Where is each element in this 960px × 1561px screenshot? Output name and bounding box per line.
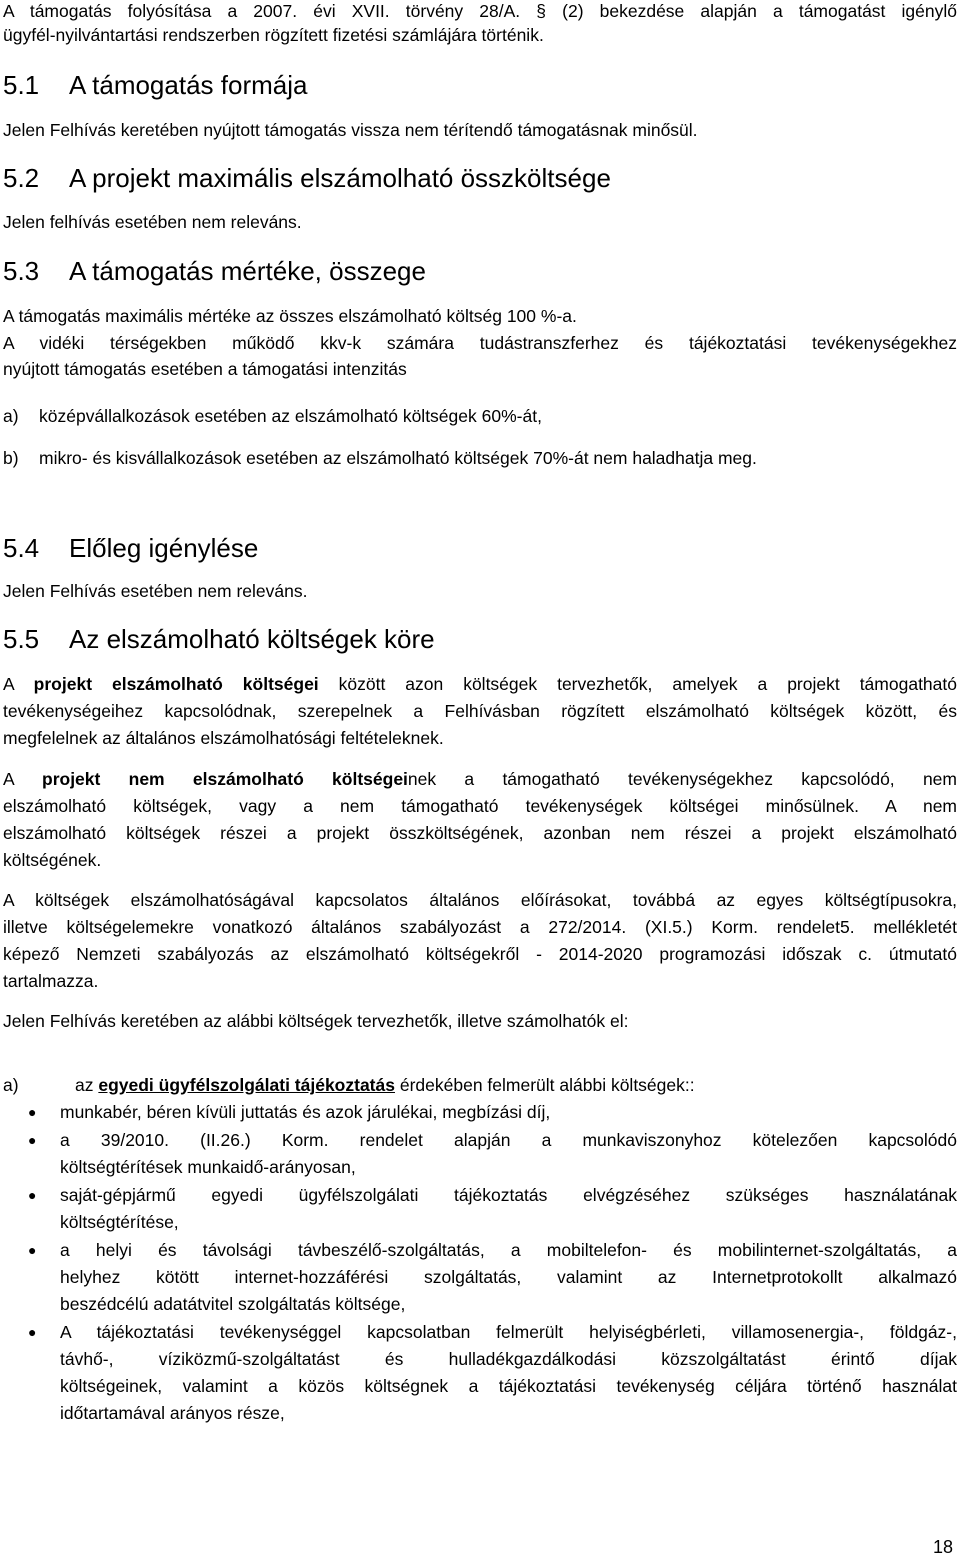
bullet-icon: ● bbox=[28, 1132, 37, 1148]
section-title: Előleg igénylése bbox=[69, 533, 259, 563]
section-5-5-heading bbox=[3, 623, 957, 655]
section-title: A támogatás mértéke, összege bbox=[69, 256, 426, 286]
list-item-b bbox=[3, 447, 957, 469]
intro-line-2: ügyfél-nyilvántartási rendszerben rögzített fizetési számlájára történik. bbox=[3, 25, 544, 45]
list-item-a-egyedi bbox=[3, 1074, 957, 1096]
paragraph-3-line-3: képező Nemzeti szabályozás az elszámolható költségekről - 2014-2020 programozási időszak c. útmutató bbox=[3, 944, 957, 964]
bullet-2-line-2: költségtérítések munkaidő-arányosan, bbox=[60, 1157, 356, 1177]
section-title: A támogatás formája bbox=[69, 70, 308, 100]
bold-term: projekt elszámolható költségei bbox=[33, 674, 319, 694]
section-5-3-text-2-line-1: A vidéki térségekben működő kkv-k számára tudástranszferhez és tájékoztatási tevékenységekhez bbox=[3, 333, 957, 353]
section-title: Az elszámolható költségek köre bbox=[69, 624, 435, 654]
bullet-icon: ● bbox=[28, 1104, 37, 1120]
bullet-2-line-1: a 39/2010. (II.26.) Korm. rendelet alapján a munkaviszonyhoz kötelezően kapcsolódó bbox=[60, 1130, 957, 1150]
intro-line-1: A támogatás folyósítása a 2007. évi XVII. törvény 28/A. § (2) bekezdése alapján a támogatást igénylő bbox=[3, 1, 957, 21]
paragraph-3-line-1: A költségek elszámolhatóságával kapcsolatos általános előírásokat, továbbá az egyes költségtípusokra, bbox=[3, 890, 957, 910]
text-run: között azon költségek tervezhetők, amelyek a projekt támogatható bbox=[318, 674, 957, 694]
bullet-icon: ● bbox=[28, 1187, 37, 1203]
list-label: a) bbox=[3, 1075, 19, 1095]
paragraph-2-line-3: elszámolható költségek részei a projekt összköltségének, azonban nem részei a projekt elszámolható bbox=[3, 823, 957, 843]
bullet-5-line-2: távhő-, víziközmű-szolgáltatást és hulladékgazdálkodási közszolgáltatást érintő díjak bbox=[60, 1349, 957, 1369]
list-text: mikro- és kisvállalkozások esetében az elszámolható költségek 70%-át nem haladhatja meg. bbox=[39, 448, 757, 468]
section-number: 5.5 bbox=[3, 624, 40, 654]
paragraph-1-line-3: megfelelnek az általános elszámolhatósági feltételeknek. bbox=[3, 728, 444, 748]
section-5-2-heading bbox=[3, 162, 957, 194]
section-title: A projekt maximális elszámolható összköltsége bbox=[69, 163, 611, 193]
text-run: A bbox=[3, 769, 42, 789]
section-5-3-text-1: A támogatás maximális mértéke az összes elszámolható költség 100 %-a. bbox=[3, 306, 577, 326]
list-label: a) bbox=[3, 406, 19, 426]
section-5-4-text: Jelen Felhívás esetében nem releváns. bbox=[3, 581, 308, 601]
bold-term: projekt nem elszámolható költségei bbox=[42, 769, 408, 789]
bullet-5-line-4: időtartamával arányos része, bbox=[60, 1403, 285, 1423]
paragraph-4: Jelen Felhívás keretében az alábbi költségek tervezhetők, illetve számolhatók el: bbox=[3, 1011, 629, 1031]
section-number: 5.2 bbox=[3, 163, 40, 193]
section-5-1-heading bbox=[3, 69, 957, 101]
section-5-2-text: Jelen felhívás esetében nem releváns. bbox=[3, 212, 302, 232]
paragraph-2-line-4: költségének. bbox=[3, 850, 102, 870]
bullet-icon: ● bbox=[28, 1242, 37, 1258]
underlined-term: egyedi ügyfélszolgálati tájékoztatás bbox=[98, 1075, 395, 1095]
section-5-3-heading bbox=[3, 255, 957, 287]
bullet-4-line-1: a helyi és távolsági távbeszélő-szolgáltatás, a mobiltelefon- és mobilinternet-szolgáltatás, a bbox=[60, 1240, 957, 1260]
bullet-1-line-1: munkabér, béren kívüli juttatás és azok járulékai, megbízási díj, bbox=[60, 1102, 551, 1122]
list-label: b) bbox=[3, 448, 19, 468]
bullet-3-line-1: saját-gépjármű egyedi ügyfélszolgálati tájékoztatás elvégzéséhez szükséges használatának bbox=[60, 1185, 957, 1205]
text-run: érdekében felmerült alábbi költségek:: bbox=[394, 1075, 695, 1095]
bullet-5-line-3: költségeinek, valamint a közös költségnek a tájékoztatási tevékenység céljára történő használat bbox=[60, 1376, 957, 1396]
paragraph-2-line-2: elszámolható költségek, vagy a nem támogatható tevékenységek költségei minősülnek. A nem bbox=[3, 796, 957, 816]
bullet-4-line-3: beszédcélú adatátvitel szolgáltatás költsége, bbox=[60, 1294, 406, 1314]
bullet-5-line-1: A tájékoztatási tevékenységgel kapcsolatban felmerült helyiségbérleti, villamosenergia-, földgáz-, bbox=[60, 1322, 957, 1342]
text-run: nek a támogatható tevékenységekhez kapcsolódó, nem bbox=[407, 769, 957, 789]
bullet-3-line-2: költségtérítése, bbox=[60, 1212, 179, 1232]
page-number: 18 bbox=[932, 1537, 953, 1557]
paragraph-3-line-2: illetve költségelemekre vonatkozó általános szabályozást a 272/2014. (XI.5.) Korm. rendelet5. mellékletét bbox=[3, 917, 957, 937]
section-number: 5.4 bbox=[3, 533, 40, 563]
paragraph-1-line-2: tevékenységeihez kapcsolódnak, szerepelnek a Felhívásban rögzített elszámolható költségek között, és bbox=[3, 701, 957, 721]
section-5-4-heading bbox=[3, 532, 957, 564]
section-number: 5.3 bbox=[3, 256, 40, 286]
list-text: középvállalkozások esetében az elszámolható költségek 60%-át, bbox=[39, 406, 542, 426]
section-5-1-text: Jelen Felhívás keretében nyújtott támogatás vissza nem térítendő támogatásnak minősül. bbox=[3, 120, 698, 140]
paragraph-1-line-1 bbox=[3, 673, 957, 695]
section-number: 5.1 bbox=[3, 70, 40, 100]
section-5-3-text-2-line-2: nyújtott támogatás esetében a támogatási intenzitás bbox=[3, 359, 407, 379]
list-item-a bbox=[3, 405, 957, 427]
paragraph-3-line-4: tartalmazza. bbox=[3, 971, 99, 991]
bullet-icon: ● bbox=[28, 1324, 37, 1340]
bullet-4-line-2: helyhez kötött internet-hozzáférési szolgáltatás, valamint az Internetprotokollt alkalmazó bbox=[60, 1267, 957, 1287]
paragraph-2-line-1 bbox=[3, 768, 957, 790]
text-run: az bbox=[75, 1075, 99, 1095]
text-run: A bbox=[3, 674, 34, 694]
